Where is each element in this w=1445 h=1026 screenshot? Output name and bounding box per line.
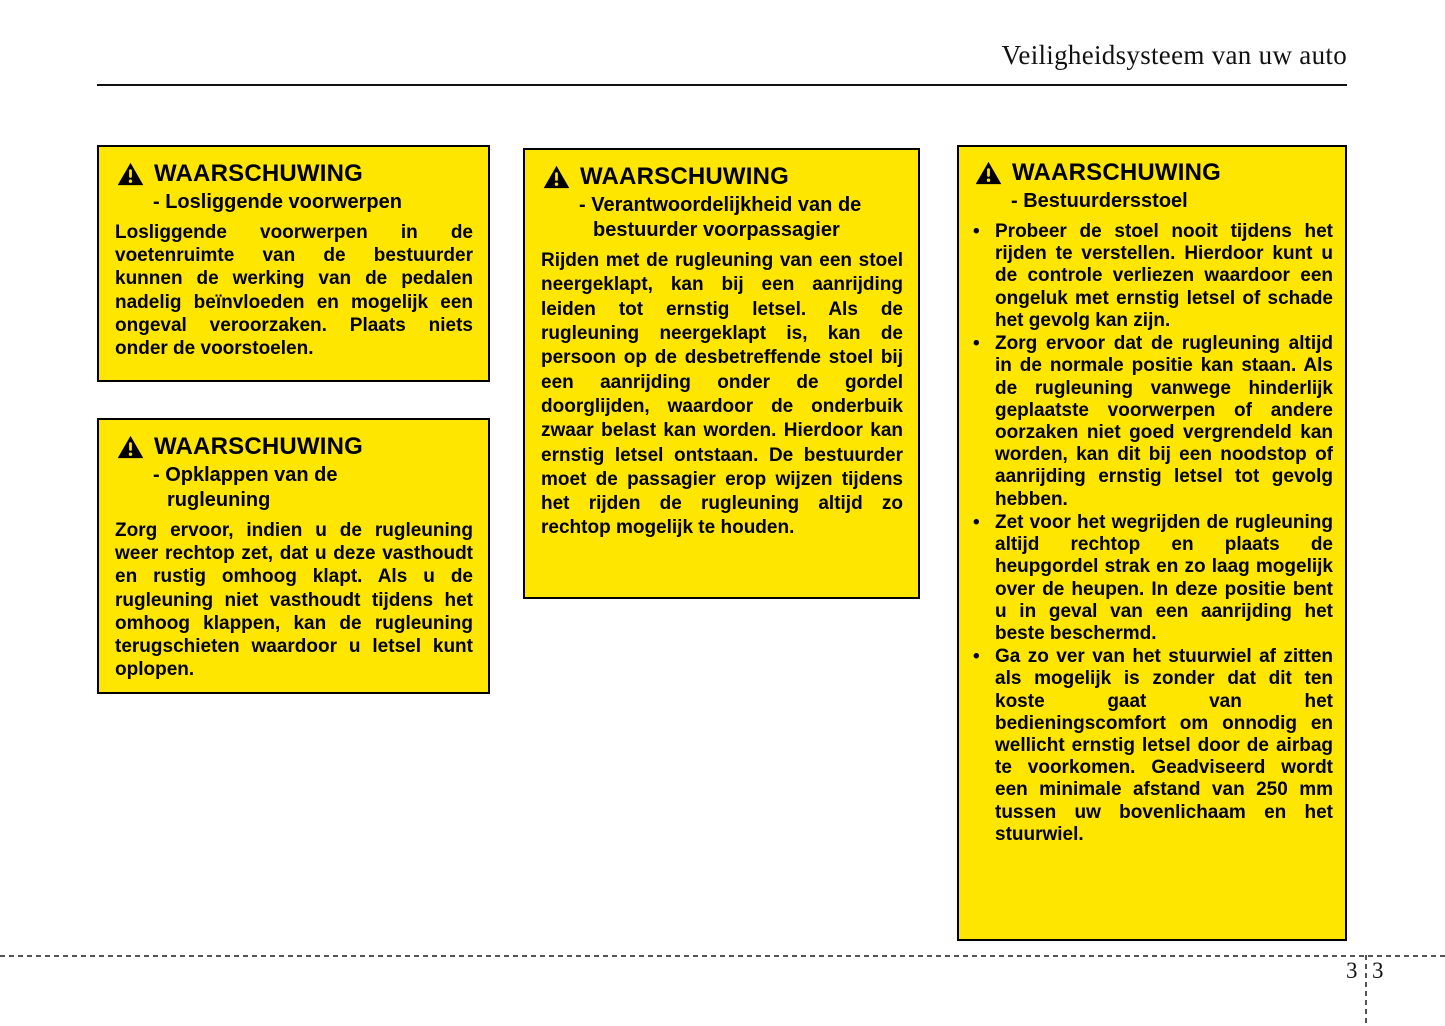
footer-vertical-crop-line — [1365, 955, 1367, 1026]
chapter-number: 3 — [1346, 958, 1358, 983]
warning-title-row — [973, 159, 1333, 187]
warning-title: WAARSCHUWING — [1012, 159, 1222, 186]
bullet-marker: • — [973, 646, 980, 668]
bullet-marker: • — [973, 333, 980, 355]
warning-box-driver-responsibility — [523, 148, 920, 599]
warning-subtitle: - Bestuurdersstoel — [1011, 190, 1188, 212]
warning-triangle-icon — [117, 435, 144, 459]
warning-triangle-icon — [543, 165, 570, 189]
warning-title-row — [541, 163, 903, 191]
warning-subtitle: - Losliggende voorwerpen — [153, 191, 402, 213]
warning-title: WAARSCHUWING — [154, 433, 364, 460]
page-header-title: Veiligheidsysteem van uw auto — [1001, 40, 1347, 70]
page-number: 3 — [1372, 958, 1384, 983]
warning-title-row — [115, 160, 473, 188]
warning-box-driver-seat — [957, 145, 1347, 941]
bullet-text: Zorg ervoor dat de rugleuning altijd in de normale positie kan staan. Als de rugleuning vanwege hinderlijk geplaatste voorwerpen of andere oorzaken niet goed vergrendeld kan worden, kan dit bij een noodstop of aanrijding ernstig letsel tot gevolg hebben. — [995, 333, 1333, 510]
warning-title: WAARSCHUWING — [154, 160, 364, 187]
warning-box-fold-up-backrest — [97, 418, 490, 694]
warning-title-row — [115, 433, 473, 461]
warning-title: WAARSCHUWING — [580, 163, 790, 190]
warning-triangle-icon — [975, 161, 1002, 185]
bullet-marker: • — [973, 511, 980, 533]
bullet-item — [973, 512, 1333, 645]
bullet-list — [973, 220, 1333, 846]
bullet-item — [973, 333, 1333, 511]
bullet-item — [973, 221, 1333, 332]
warning-subtitle: - Opklappen van de rugleuning — [153, 464, 338, 511]
bullet-marker: • — [973, 221, 980, 242]
bullet-text: Zet voor het wegrijden de rugleuning altijd rechtop en plaats de heupgordel strak en zo laag mogelijk over de heupen. In deze positie bent u in geval van een aanrijding het beste beschermd. — [995, 511, 1333, 644]
warning-box-loose-objects — [97, 145, 490, 382]
warning-triangle-icon — [117, 162, 144, 186]
warning-body: Rijden met de rugleuning van een stoel neergeklapt, kan bij een aanrijding leiden tot ernstig letsel. Als de rugleuning neergeklapt is, kan de persoon op de desbetreffende stoel bij een aanrijding onder de gordel doorglijden, waardoor de onderbuik zwaar belast kan worden. Hierdoor kan ernstig letsel ontstaan. De bestuurder moet de passagier erop wijzen tijdens het rijden de rugleuning altijd zo rechtop mogelijk te houden. — [541, 250, 903, 539]
bullet-text: Ga zo ver van het stuurwiel af zitten als mogelijk is zonder dat dit ten koste gaat van het bedieningscomfort om onnodig en wellicht ernstig letsel door de airbag te voorkomen. Geadviseerd wordt een minimale afstand van 250 mm tussen uw bovenlichaam en het stuurwiel. — [995, 646, 1333, 845]
warning-body: Zorg ervoor, indien u de rugleuning weer rechtop zet, dat u deze vasthoudt en rustig omhoog klapt. Als u de rugleuning niet vasthoudt tijdens het omhoog klappen, kan de rugleuning terugschieten waardoor u letsel kunt oplopen. — [115, 520, 473, 681]
header-rule — [97, 84, 1347, 86]
warning-subtitle: - Verantwoordelijkheid van de bestuurder voorpassagier — [579, 194, 862, 241]
bullet-text: Probeer de stoel nooit tijdens het rijden te verstellen. Hierdoor kunt u de controle verliezen waardoor een ongeluk met ernstig letsel of schade het gevolg kan zijn. — [995, 221, 1333, 331]
bullet-item — [973, 646, 1333, 846]
warning-body: Losliggende voorwerpen in de voetenruimte van de bestuurder kunnen de werking van de pedalen nadelig beïnvloeden en mogelijk een ongeval veroorzaken. Plaats niets onder de voorstoelen. — [115, 222, 473, 359]
footer-dashed-line — [0, 955, 1445, 957]
